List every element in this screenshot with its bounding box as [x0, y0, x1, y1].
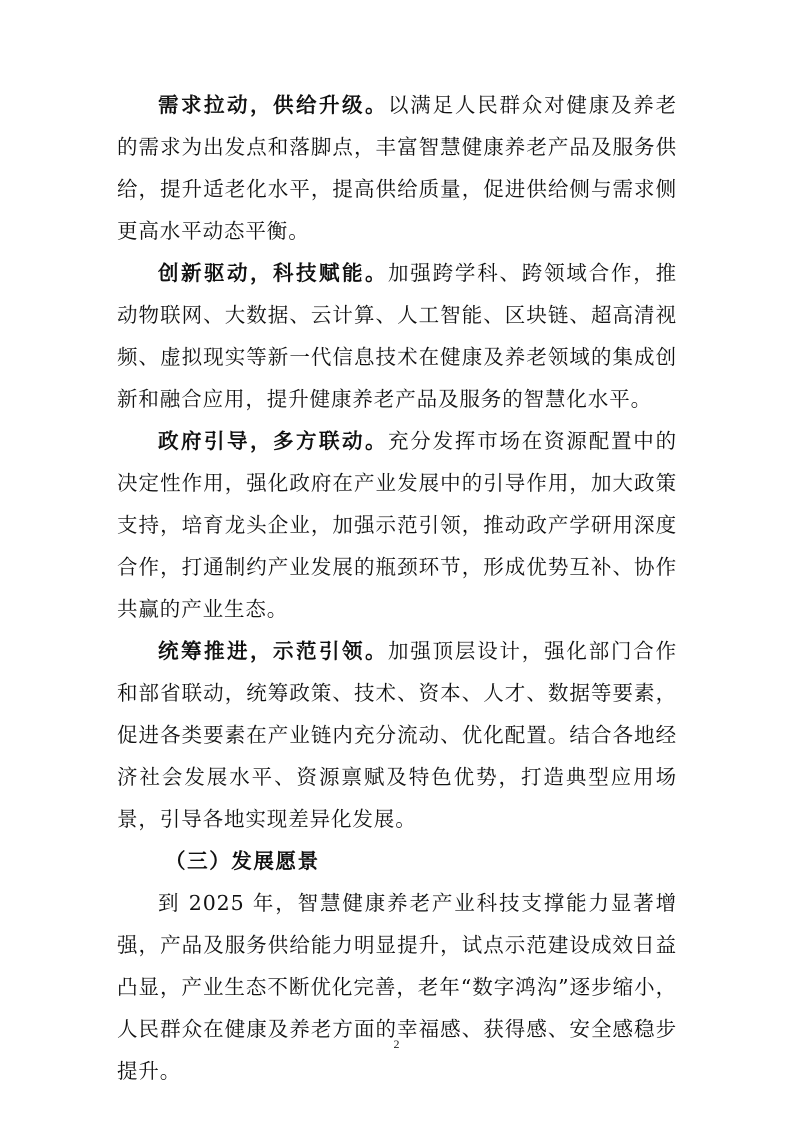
paragraph-lead: 需求拉动，供给升级。	[158, 93, 388, 117]
body-text	[117, 84, 677, 1092]
principle-paragraph-demand	[117, 84, 677, 252]
principle-paragraph-coordination	[117, 630, 677, 840]
paragraph-body: 以满足人民群众对健康及养老的需求为出发点和落脚点，丰富智慧健康养老产品及服务供给，提升适老化水平，提高供给质量，促进供给侧与需求侧更高水平动态平衡。	[117, 93, 677, 243]
principle-paragraph-government	[117, 420, 677, 630]
paragraph-body: 充分发挥市场在资源配置中的决定性作用，强化政府在产业发展中的引导作用，加大政策支持，培育龙头企业，加强示范引领，推动政产学研用深度合作，打通制约产业发展的瓶颈环节，形成优势互补、协作共赢的产业生态。	[117, 429, 677, 621]
vision-paragraph: 到 2025 年，智慧健康养老产业科技支撑能力显著增强，产品及服务供给能力明显提升，试点示范建设成效日益凸显，产业生态不断优化完善，老年“数字鸿沟”逐步缩小，人民群众在健康及养老方面的幸福感、获得感、安全感稳步提升。	[117, 891, 677, 1083]
paragraph-lead: 政府引导，多方联动。	[158, 429, 388, 453]
section-heading: （三）发展愿景	[165, 849, 320, 873]
principle-paragraph-innovation	[117, 252, 677, 420]
paragraph-body: 加强顶层设计，强化部门合作和部省联动，统筹政策、技术、资本、人才、数据等要素，促进各类要素在产业链内充分流动、优化配置。结合各地经济社会发展水平、资源禀赋及特色优势，打造典型应用场景，引导各地实现差异化发展。	[117, 639, 677, 831]
paragraph-body: 加强跨学科、跨领域合作，推动物联网、大数据、云计算、人工智能、区块链、超高清视频、虚拟现实等新一代信息技术在健康及养老领域的集成创新和融合应用，提升健康养老产品及服务的智慧化水平。	[117, 261, 677, 411]
page-number: 2	[393, 1037, 400, 1051]
paragraph-lead: 统筹推进，示范引领。	[158, 639, 388, 663]
paragraph-lead: 创新驱动，科技赋能。	[158, 261, 388, 285]
